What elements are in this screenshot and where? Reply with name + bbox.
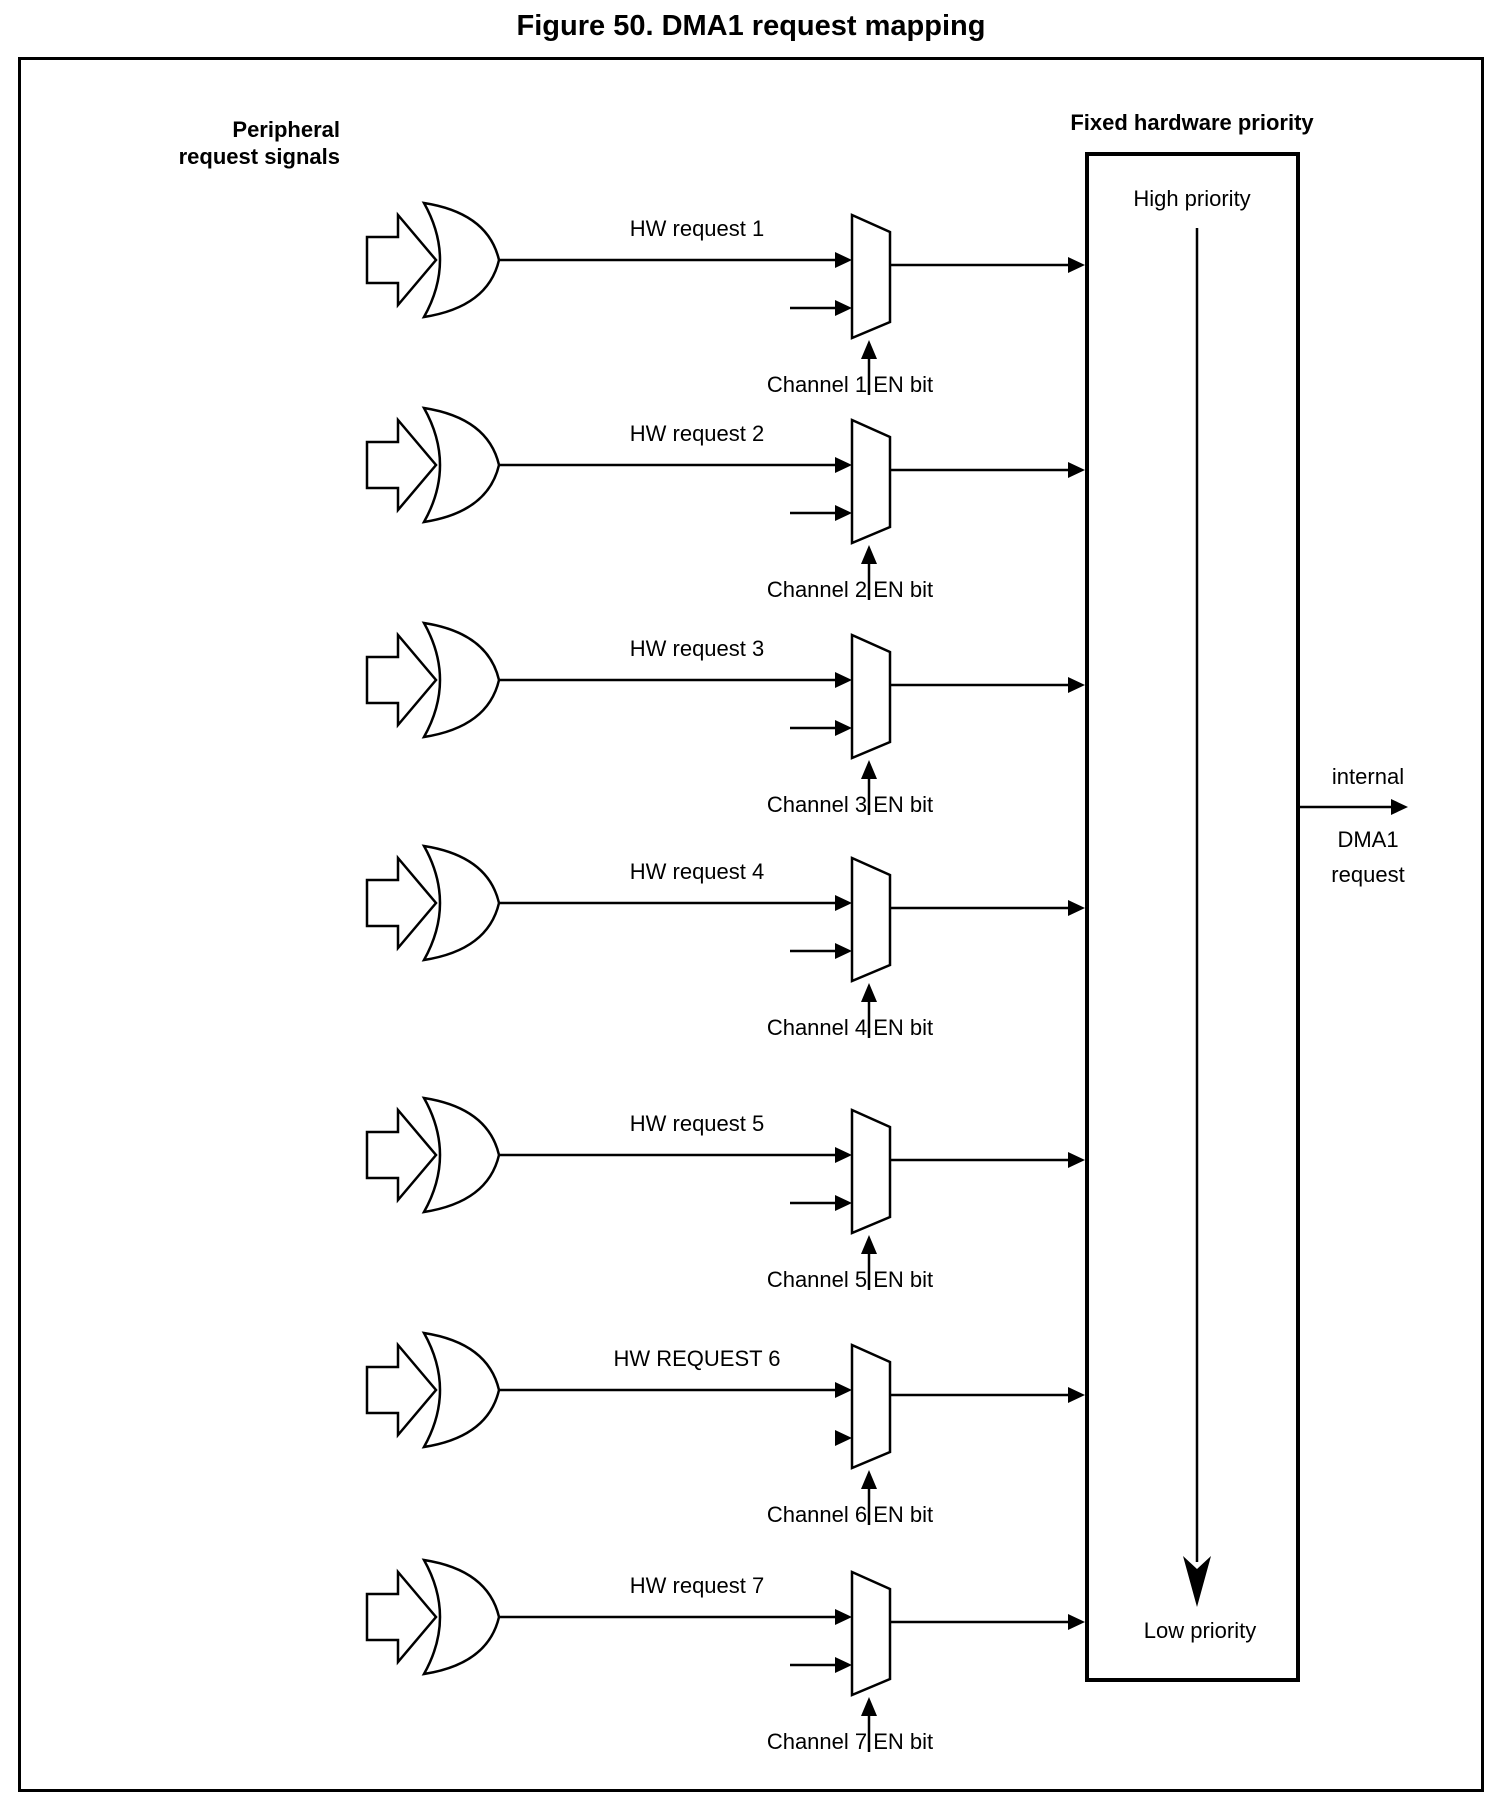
channel-output-arrowhead: [1068, 257, 1085, 273]
channel-output-arrowhead: [1068, 1614, 1085, 1630]
en-bit-arrowhead: [861, 1697, 877, 1716]
en-bit-arrowhead: [861, 340, 877, 359]
en-bit-arrowhead: [861, 545, 877, 564]
block-arrow-icon: [367, 215, 436, 305]
internal-dma1-request-label-line2: DMA1: [1337, 827, 1399, 852]
channel-mux-icon: [852, 215, 890, 338]
priority-down-arrow: [1183, 228, 1211, 1607]
channel-output-arrowhead: [1068, 677, 1085, 693]
sw-trigger-arrowhead: [835, 505, 852, 521]
internal-dma1-request-arrow: [1296, 799, 1408, 815]
block-arrow-icon: [367, 635, 436, 725]
hw-request-label: HW request 1: [629, 216, 765, 241]
block-arrow-icon: [367, 1572, 436, 1662]
hw-request-arrowhead: [835, 252, 852, 268]
channel-en-bit-label: Channel 3 EN bit: [766, 792, 934, 817]
channel-en-bit-label: Channel 6 EN bit: [766, 1502, 934, 1527]
high-priority-label: High priority: [1133, 186, 1251, 211]
hw-request-arrowhead: [835, 457, 852, 473]
sw-trigger-arrowhead: [835, 300, 852, 316]
internal-dma1-request-label-line3: request: [1331, 862, 1405, 887]
sw-trigger-arrowhead: [835, 1657, 852, 1673]
hw-request-label: HW REQUEST 6: [613, 1346, 781, 1371]
block-arrow-icon: [367, 420, 436, 510]
block-arrow-icon: [367, 1345, 436, 1435]
hw-request-arrowhead: [835, 1609, 852, 1625]
channel-output-arrowhead: [1068, 462, 1085, 478]
channel-en-bit-label: Channel 7 EN bit: [766, 1729, 934, 1754]
channel-mux-icon: [852, 1345, 890, 1468]
channel-mux-icon: [852, 635, 890, 758]
channel-mux-icon: [852, 1572, 890, 1695]
en-bit-arrowhead: [861, 983, 877, 1002]
block-arrow-icon: [367, 858, 436, 948]
channel-mux-icon: [852, 1110, 890, 1233]
en-bit-arrowhead: [861, 1470, 877, 1489]
internal-dma1-request-label-line1: internal: [1331, 764, 1405, 789]
peripheral-heading-line1: Peripheral: [232, 117, 340, 142]
channel-output-arrowhead: [1068, 1152, 1085, 1168]
figure-title: Figure 50. DMA1 request mapping: [516, 10, 986, 42]
hw-request-label: HW request 5: [629, 1111, 765, 1136]
hw-request-arrowhead: [835, 672, 852, 688]
hw-request-label: HW request 4: [629, 859, 765, 884]
fixed-hardware-priority-heading: Fixed hardware priority: [1070, 110, 1314, 135]
hw-request-arrowhead: [835, 895, 852, 911]
hw-request-arrowhead: [835, 1382, 852, 1398]
channel-output-arrowhead: [1068, 900, 1085, 916]
sw-trigger-arrowhead: [835, 1195, 852, 1211]
channel-mux-icon: [852, 858, 890, 981]
channel-en-bit-label: Channel 2 EN bit: [766, 577, 934, 602]
sw-trigger-arrowhead: [835, 720, 852, 736]
peripheral-heading-line2: request signals: [178, 144, 340, 169]
channel-mux-icon: [852, 420, 890, 543]
en-bit-arrowhead: [861, 760, 877, 779]
hw-request-label: HW request 3: [629, 636, 765, 661]
hw-request-arrowhead: [835, 1147, 852, 1163]
channel-output-arrowhead: [1068, 1387, 1085, 1403]
en-bit-arrowhead: [861, 1235, 877, 1254]
channel-en-bit-label: Channel 4 EN bit: [766, 1015, 934, 1040]
hw-request-label: HW request 7: [629, 1573, 765, 1598]
low-priority-label: Low priority: [1143, 1618, 1257, 1643]
sw-trigger-arrowhead: [835, 943, 852, 959]
sw-trigger-arrowhead: [835, 1430, 852, 1446]
block-arrow-icon: [367, 1110, 436, 1200]
channel-en-bit-label: Channel 1 EN bit: [766, 372, 934, 397]
channel-en-bit-label: Channel 5 EN bit: [766, 1267, 934, 1292]
hw-request-label: HW request 2: [629, 421, 765, 446]
